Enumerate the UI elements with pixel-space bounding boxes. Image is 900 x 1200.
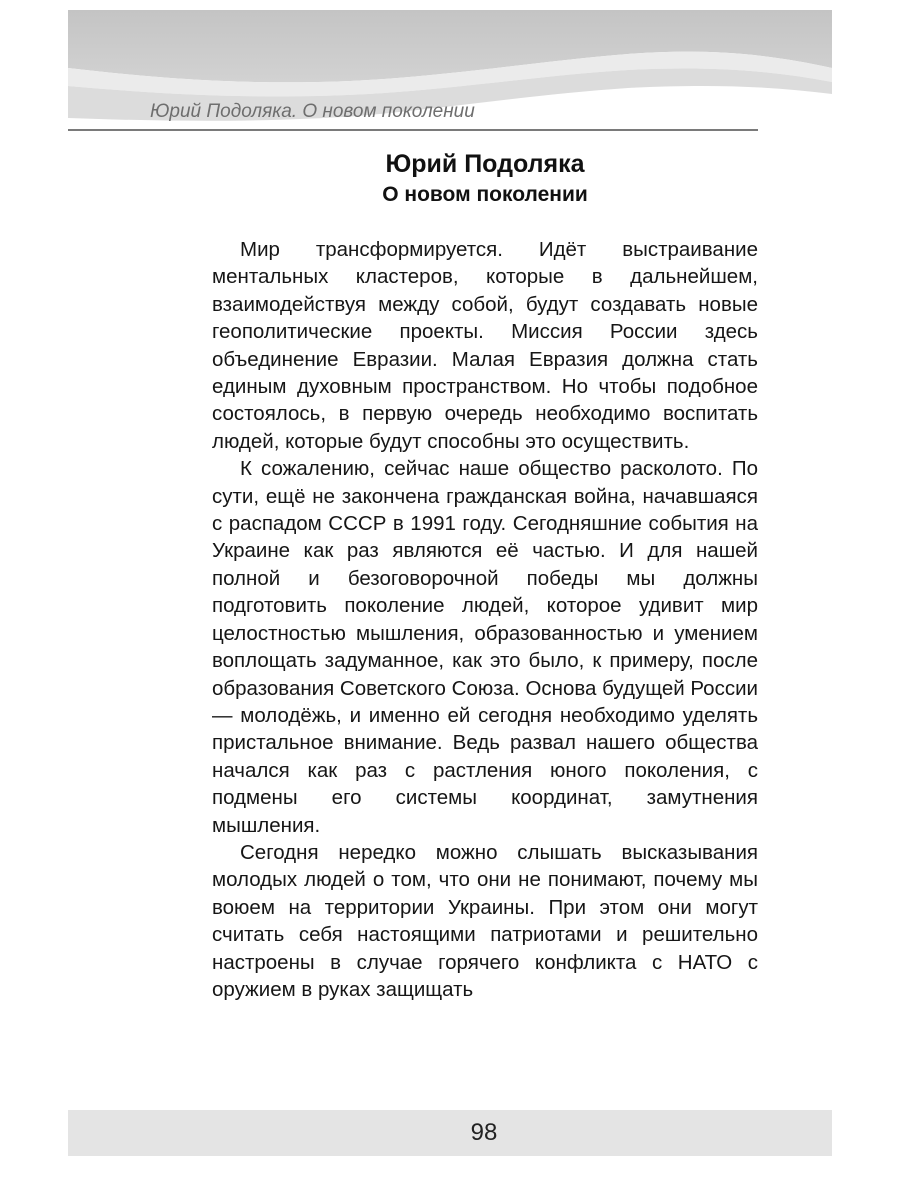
paragraph: Мир трансформируется. Идёт выстраивание ментальных кластеров, которые в дальнейшем, взаимодействуя между собой, будут создавать новые геополитические проекты. Миссия России здесь объединение Евразии. Малая Евразия должна стать единым духовным пространством. Но чтобы подобное состоялось, в первую очередь необходимо воспитать людей, которые будут способны это осуществить. xyxy=(212,238,758,453)
running-head: Юрий Подоляка. О новом поколении xyxy=(150,101,475,122)
paragraph: К сожалению, сейчас наше общество расколото. По сути, ещё не закончена гражданская война, начавшаяся с распадом СССР в 1991 году. Сегодняшние события на Украине как раз являются её частью. И для нашей полной и безоговорочной победы мы должны подготовить поколение людей, которое удивит мир целостностью мышления, образованностью и умением воплощать задуманное, как это было, к примеру, после образования Советского Союза. Основа будущей России — молодёжь, и именно ей сегодня необходимо уделять пристальное внимание. Ведь развал нашего общества начался как раз с растления юного поколения, с подмены его системы координат, замутнения мышления. xyxy=(212,457,758,837)
header-divider xyxy=(68,129,758,131)
article-author: Юрий Подоляка xyxy=(385,150,585,178)
article-title: О новом поколении xyxy=(382,183,588,206)
article-body xyxy=(212,236,758,1003)
page-number: 98 xyxy=(470,1119,498,1146)
paragraph: Сегодня нередко можно слышать высказывания молодых людей о том, что они не понимают, почему мы воюем на территории Украины. При этом они могут считать себя настоящими патриотами и решительно настроены в случае горячего конфликта с НАТО с оружием в руках защищать xyxy=(212,840,758,1001)
